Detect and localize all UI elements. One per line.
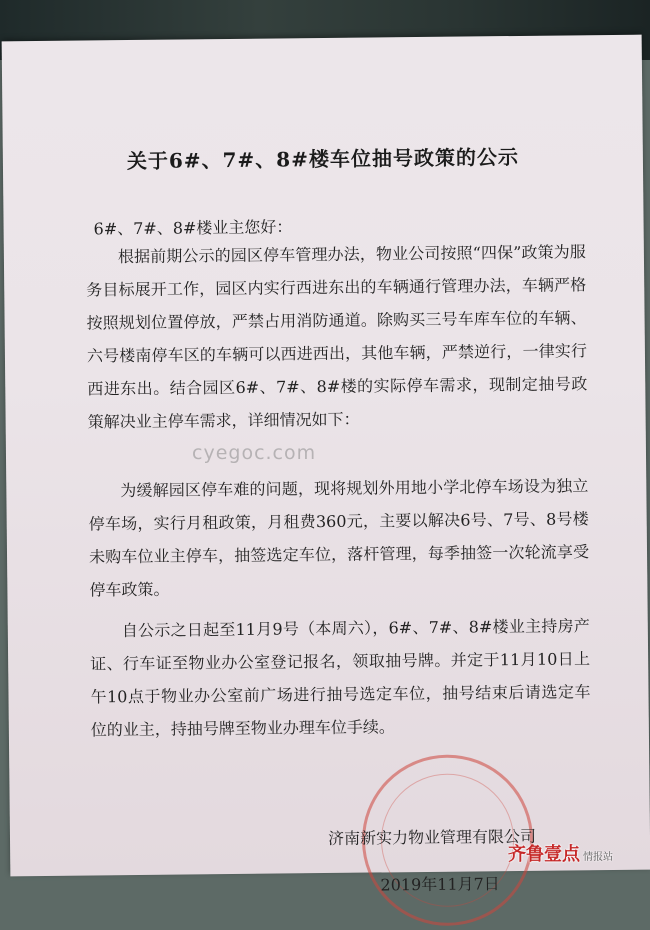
paragraph-text: 根据前期公示的园区停车管理办法，物业公司按照“四保”政策为服务目标展开工作，园区内实行西进东出的车辆通行管理办法，车辆严格按照规划位置停放，严禁占用消防通道。除购买三号车库车位的车辆、六号楼南停车区的车辆可以西进西出，其他车辆，严禁逆行，一律实行西进东出。结合园区6#、7#、8#楼的实际停车需求，现制定抽号政策解决业主停车需求，详细情况如下：	[86, 242, 588, 432]
company-name: 济南新实力物业管理有限公司	[327, 826, 537, 848]
logo-subtext: 情报站	[583, 852, 613, 863]
salutation: 6#、7#、8#楼业主您好：	[93, 217, 293, 239]
notice-title: 关于6#、7#、8#楼车位抽号政策的公示	[126, 144, 520, 174]
notice-paper	[2, 35, 650, 895]
paragraph-text: 自公示之日起至11月9号（本周六），6#、7#、8#楼业主持房产证、行车证至物业办公室登记报名，领取抽号牌。并定于11月10日上午10点于物业办公室前广场进行抽号选定车位，抽号结束后请选定车位的业主，持抽号牌至物业办理车位手续。	[90, 616, 591, 740]
source-logo	[508, 840, 613, 866]
logo-text: 齐鲁壹点	[508, 844, 580, 865]
paragraph-3	[90, 609, 591, 746]
notice-date: 2019年11月7日	[380, 874, 500, 895]
paragraph-2	[88, 469, 589, 606]
site-watermark: cyegoc.com	[192, 442, 317, 464]
paragraph-1	[86, 235, 588, 438]
paragraph-text: 为缓解园区停车难的问题，现将规划外用地小学北停车场设为独立停车场，实行月租政策，月租费360元，主要以解决6号、7号、8号楼未购车位业主停车，抽签选定车位，落杆管理，每季抽签一次轮流享受停车政策。	[88, 476, 590, 600]
